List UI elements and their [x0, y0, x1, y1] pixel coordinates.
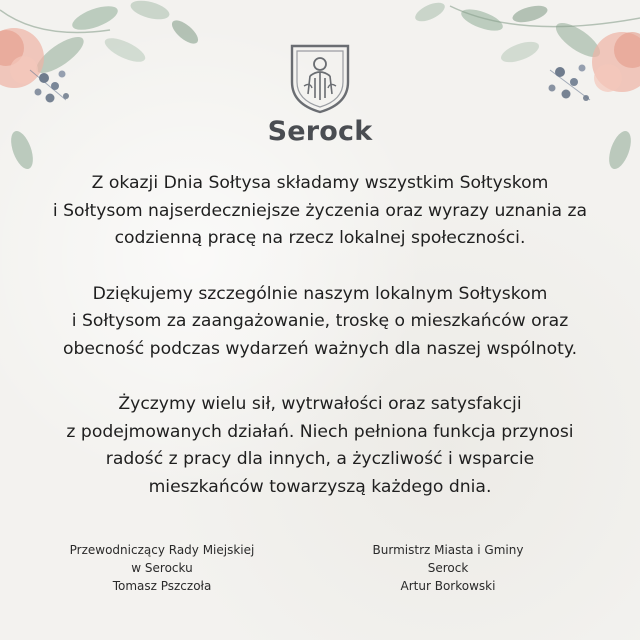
- message-line: codzienną pracę na rzecz lokalnej społeczności.: [114, 228, 526, 248]
- message-paragraph: [20, 281, 620, 364]
- logo: [0, 42, 640, 147]
- message-paragraph: [20, 391, 620, 501]
- message-line: i Sołtysom najserdeczniejsze życzenia oraz wyrazy uznania za: [52, 200, 588, 221]
- signature-line: Serock: [427, 561, 469, 575]
- signature-council-chairman: [32, 541, 292, 595]
- message-line: obecność podczas wydarzeń ważnych dla naszej wspólnoty.: [62, 338, 578, 359]
- message-line: mieszkańców towarzyszą każdego dnia.: [148, 476, 492, 497]
- signature-line: Przewodniczący Rady Miejskiej: [69, 543, 255, 557]
- message-line: Życzymy wielu sił, wytrwałości oraz satysfakcji: [118, 394, 522, 414]
- brand-name: Serock: [267, 116, 373, 147]
- message-line: z podejmowanych działań. Niech pełniona funkcja przynosi: [66, 421, 574, 442]
- message-line: Z okazji Dnia Sołtysa składamy wszystkim Sołtyskom: [91, 173, 549, 193]
- signature-line: Tomasz Pszczoła: [112, 579, 212, 593]
- greeting-message: [20, 170, 620, 529]
- message-line: Dziękujemy szczególnie naszym lokalnym Sołtyskom: [92, 283, 548, 304]
- signature-mayor: [318, 541, 578, 595]
- signature-line: Burmistrz Miasta i Gminy: [372, 543, 524, 557]
- signature-line: w Serocku: [131, 561, 193, 575]
- message-line: i Sołtysom za zaangażowanie, troskę o mieszkańców oraz: [71, 311, 569, 331]
- message-paragraph: [20, 170, 620, 253]
- signature-line: Artur Borkowski: [400, 579, 496, 593]
- message-line: radość z pracy dla innych, a życzliwość i wsparcie: [105, 449, 535, 469]
- city-crest-icon: [288, 42, 352, 114]
